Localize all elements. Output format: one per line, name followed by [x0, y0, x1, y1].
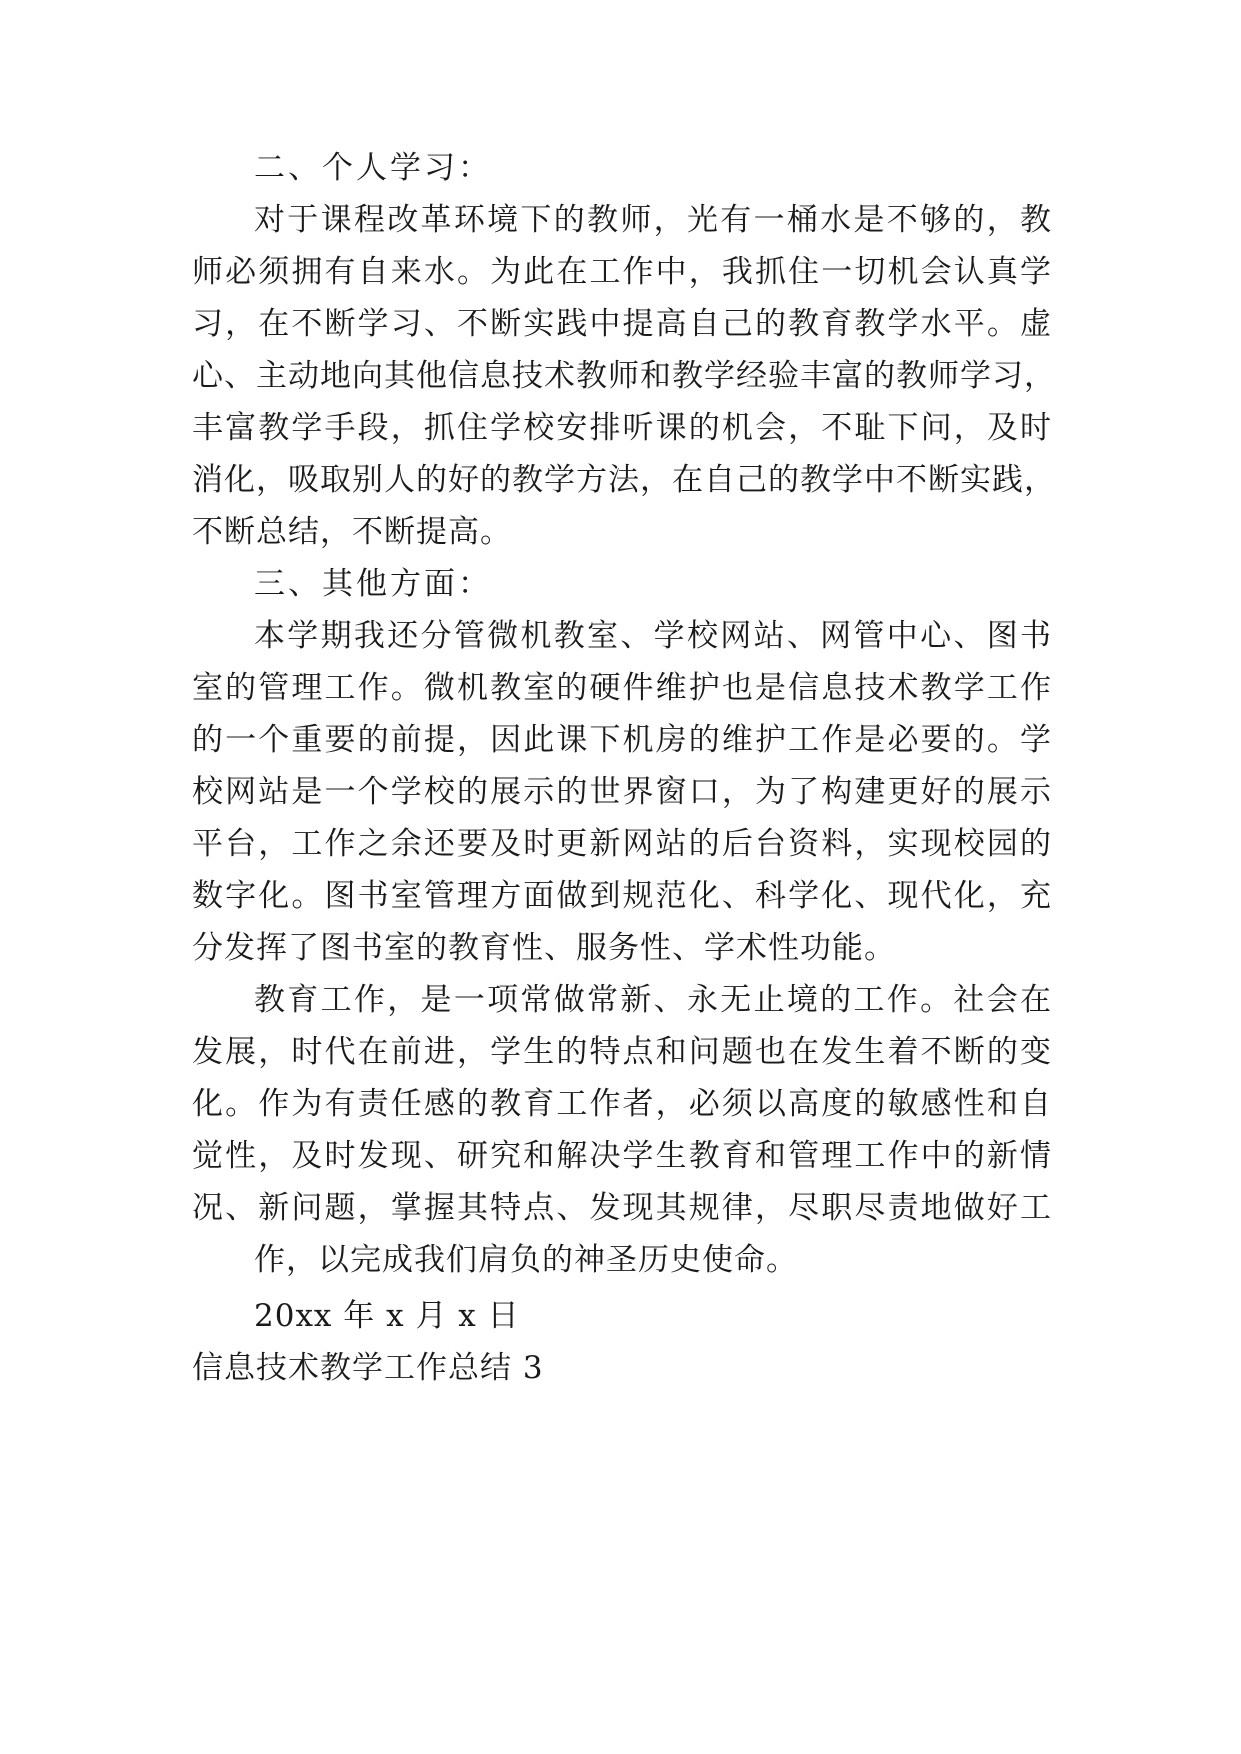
paragraph-line: 习，在不断学习、不断实践中提高自己的教育教学水平。虚 — [192, 306, 1052, 342]
paragraph-line: 的一个重要的前提，因此课下机房的维护工作是必要的。学 — [192, 722, 1052, 758]
paragraph-line: 师必须拥有自来水。为此在工作中，我抓住一切机会认真学 — [192, 254, 1052, 290]
paragraph-line: 况、新问题，掌握其特点、发现其规律，尽职尽责地做好工 — [192, 1190, 1052, 1226]
paragraph-line: 数字化。图书室管理方面做到规范化、科学化、现代化，充 — [192, 878, 1052, 914]
paragraph-line: 作，以完成我们肩负的神圣历史使命。 — [254, 1242, 798, 1278]
paragraph-line: 校网站是一个学校的展示的世界窗口，为了构建更好的展示 — [192, 774, 1052, 810]
paragraph-line: 平台，工作之余还要及时更新网站的后台资料，实现校园的 — [192, 826, 1052, 862]
paragraph-line: 心、主动地向其他信息技术教师和教学经验丰富的教师学习， — [192, 358, 1056, 394]
paragraph-line: 本学期我还分管微机教室、学校网站、网管中心、图书 — [254, 618, 1052, 654]
section-heading-personal-study: 二、个人学习： — [254, 150, 492, 186]
paragraph-line: 消化，吸取别人的好的教学方法，在自己的教学中不断实践， — [192, 462, 1056, 498]
paragraph-line: 觉性，及时发现、研究和解决学生教育和管理工作中的新情 — [192, 1138, 1052, 1174]
next-document-title: 信息技术教学工作总结 3 — [192, 1350, 544, 1386]
paragraph-line: 发展，时代在前进，学生的特点和问题也在发生着不断的变 — [192, 1034, 1052, 1070]
paragraph-line: 对于课程改革环境下的教师，光有一桶水是不够的，教 — [254, 202, 1052, 238]
paragraph-line: 教育工作，是一项常做常新、永无止境的工作。社会在 — [254, 982, 1052, 1018]
paragraph-line: 丰富教学手段，抓住学校安排听课的机会，不耻下问，及时 — [192, 410, 1052, 446]
paragraph-line: 化。作为有责任感的教育工作者，必须以高度的敏感性和自 — [192, 1086, 1052, 1122]
paragraph-line: 分发挥了图书室的教育性、服务性、学术性功能。 — [192, 930, 896, 966]
paragraph-line: 不断总结，不断提高。 — [192, 514, 512, 550]
document-date: 20xx 年 x 月 x 日 — [254, 1298, 520, 1334]
section-heading-other: 三、其他方面： — [254, 566, 492, 602]
paragraph-line: 室的管理工作。微机教室的硬件维护也是信息技术教学工作 — [192, 670, 1052, 706]
